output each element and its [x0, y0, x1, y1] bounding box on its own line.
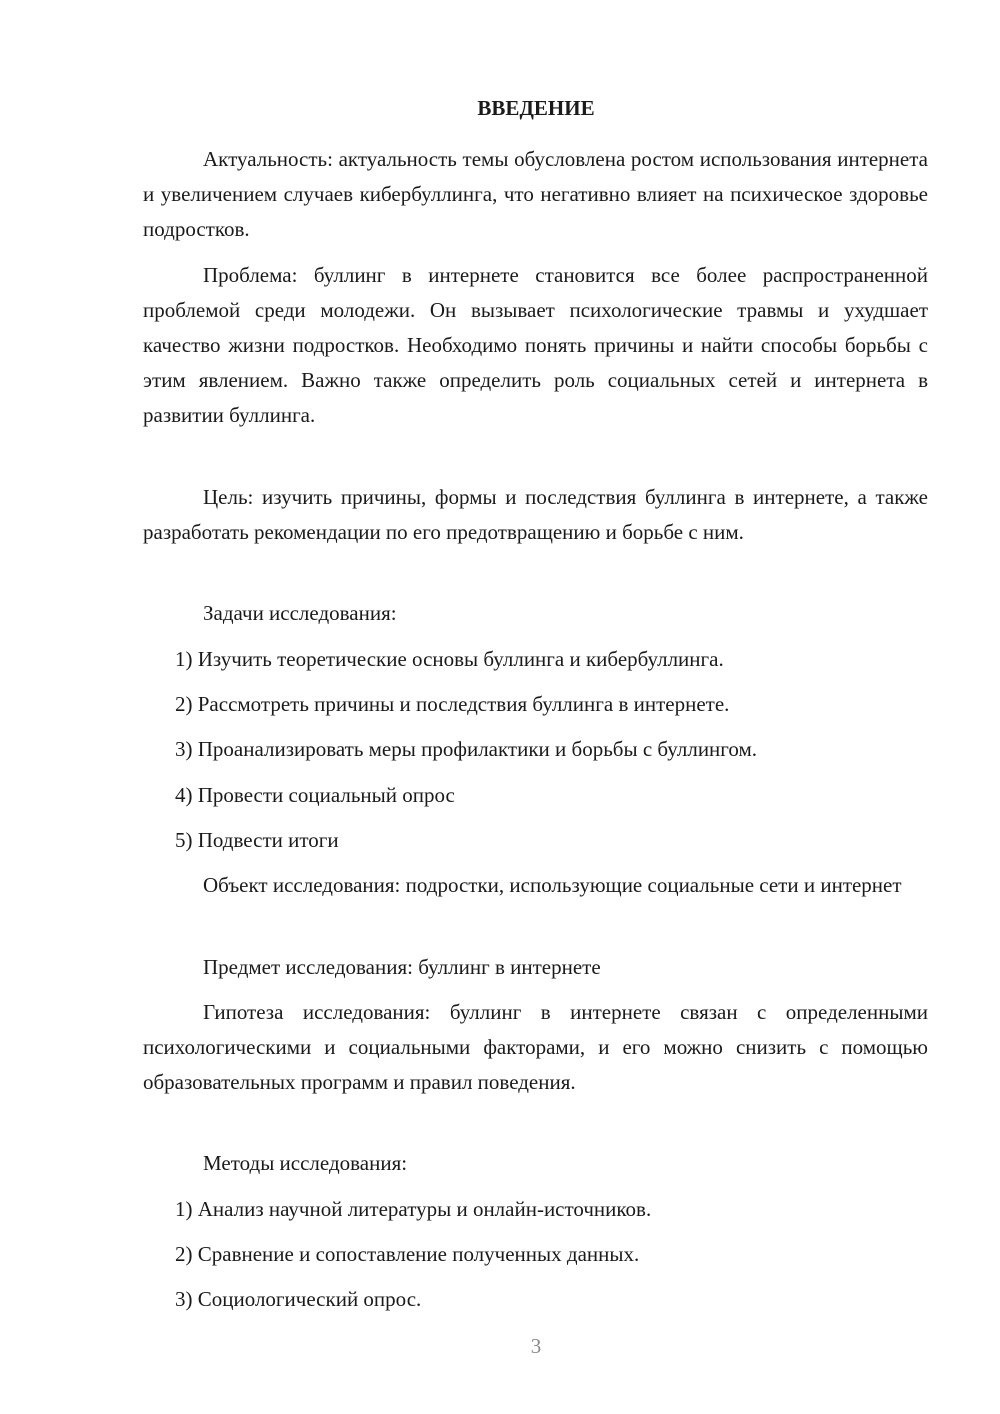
task-item: 1) Изучить теоретические основы буллинга и кибербуллинга.	[175, 647, 724, 671]
task-item: 5) Подвести итоги	[175, 828, 339, 852]
tasks-heading: Задачи исследования:	[203, 601, 397, 625]
paragraph-problem: Проблема: буллинг в интернете становится все более распространенной проблемой среди молодежи. Он вызывает психологические травмы и ухудшает качество жизни подростков. Необходимо понять причины и найти способы борьбы с этим явлением. Важно также определить роль социальных сетей и интернета в развитии буллинга.	[143, 263, 928, 427]
paragraph-relevance: Актуальность: актуальность темы обусловлена ростом использования интернета и увеличением случаев кибербуллинга, что негативно влияет на психическое здоровье подростков.	[143, 147, 928, 241]
paragraph-subject: Предмет исследования: буллинг в интернете	[203, 955, 601, 979]
task-item: 4) Провести социальный опрос	[175, 783, 455, 807]
task-item: 2) Рассмотреть причины и последствия буллинга в интернете.	[175, 692, 730, 716]
paragraph-hypothesis: Гипотеза исследования: буллинг в интернете связан с определенными психологическими и социальными факторами, и его можно снизить с помощью образовательных программ и правил поведения.	[143, 1000, 928, 1094]
methods-heading: Методы исследования:	[203, 1151, 408, 1175]
paragraph-goal: Цель: изучить причины, формы и последствия буллинга в интернете, а также разработать рекомендации по его предотвращению и борьбе с ним.	[143, 485, 928, 544]
paragraph-object: Объект исследования: подростки, использующие социальные сети и интернет	[203, 873, 902, 897]
method-item: 2) Сравнение и сопоставление полученных данных.	[175, 1242, 640, 1266]
method-item: 1) Анализ научной литературы и онлайн-источников.	[175, 1197, 652, 1221]
page-number: 3	[530, 1334, 542, 1358]
method-item: 3) Социологический опрос.	[175, 1287, 422, 1311]
page-title: ВВЕДЕНИЕ	[477, 96, 595, 120]
task-item: 3) Проанализировать меры профилактики и борьбы с буллингом.	[175, 737, 758, 761]
